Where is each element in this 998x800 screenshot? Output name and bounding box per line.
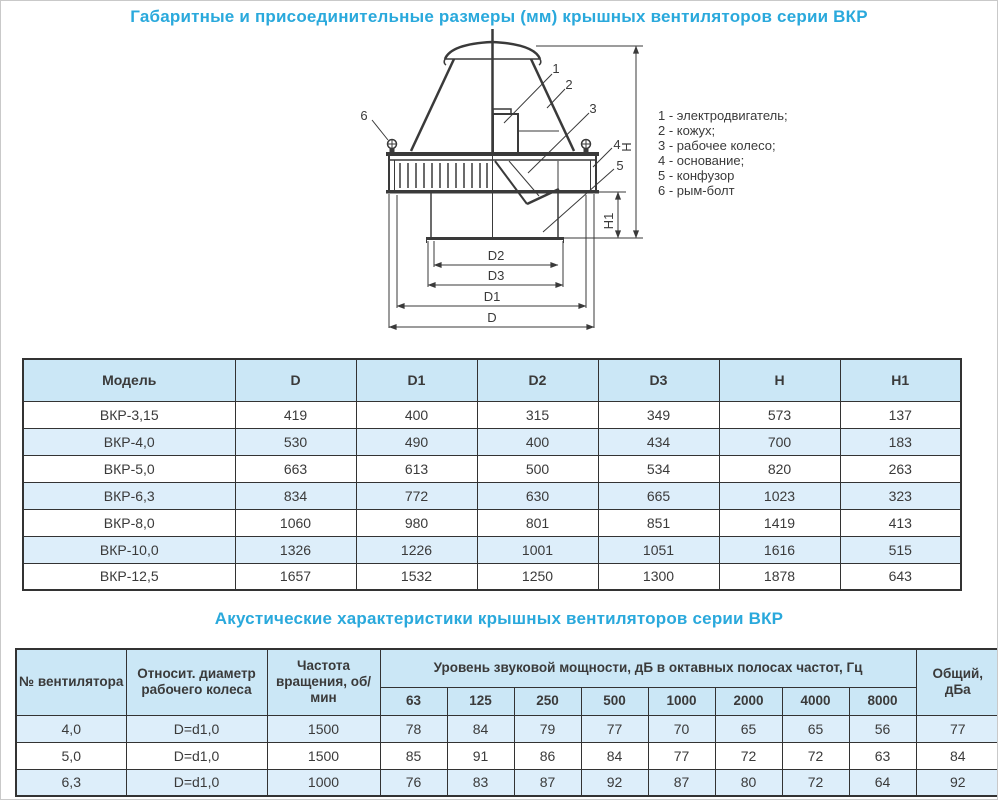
table-cell: 70 [648, 715, 715, 742]
table-cell: 6,3 [16, 769, 126, 796]
callout-4: 4 [613, 137, 621, 152]
table-header-row [16, 649, 998, 687]
table-cell: 349 [598, 401, 719, 428]
freq-header-500: 500 [581, 687, 648, 715]
table-cell: 613 [356, 455, 477, 482]
legend-item: 2 - кожух; [658, 123, 716, 138]
table-cell: 64 [849, 769, 916, 796]
table-cell: 1060 [235, 509, 356, 536]
freq-header-250: 250 [514, 687, 581, 715]
dim-label-d2: D2 [487, 248, 505, 263]
table-cell: 79 [514, 715, 581, 742]
table-cell: 530 [235, 428, 356, 455]
table-cell: 78 [380, 715, 447, 742]
table-cell: 500 [477, 455, 598, 482]
table-cell: 183 [840, 428, 961, 455]
table-row [23, 401, 961, 428]
table-cell: 1023 [719, 482, 840, 509]
table-cell: 72 [782, 742, 849, 769]
table-cell: 77 [648, 742, 715, 769]
col-header-rel-diameter: Относит. диаметр рабочего колеса [126, 649, 267, 715]
callout-6: 6 [360, 108, 368, 123]
col-header-fan-number: № вентилятора [16, 649, 126, 715]
parts-legend [658, 108, 788, 198]
eye-bolt-left [388, 140, 397, 153]
table-cell: 72 [715, 742, 782, 769]
acoustic-section-title: Акустические характеристики крышных вентиляторов серии ВКР [214, 609, 784, 628]
freq-header-8000: 8000 [849, 687, 916, 715]
grille [400, 163, 487, 188]
table-cell: 84 [581, 742, 648, 769]
table-header-row [23, 359, 961, 401]
table-cell: 77 [581, 715, 648, 742]
table-cell: 76 [380, 769, 447, 796]
table-cell: 1500 [267, 742, 380, 769]
legend-item: 4 - основание; [658, 153, 745, 168]
legend-item: 5 - конфузор [658, 168, 735, 183]
table-cell: 1001 [477, 536, 598, 563]
table-cell: 84 [916, 742, 998, 769]
col-header-h1: H1 [840, 359, 961, 401]
table-cell: 86 [514, 742, 581, 769]
table-cell: 419 [235, 401, 356, 428]
table-cell: 665 [598, 482, 719, 509]
dimension-lines [372, 46, 643, 328]
table-cell: 83 [447, 769, 514, 796]
table-cell: ВКР-5,0 [23, 455, 235, 482]
col-header-d: D [235, 359, 356, 401]
table-cell: 92 [581, 769, 648, 796]
table-cell: 263 [840, 455, 961, 482]
table-cell: 1326 [235, 536, 356, 563]
table-cell: 413 [840, 509, 961, 536]
table-cell: 63 [849, 742, 916, 769]
freq-header-4000: 4000 [782, 687, 849, 715]
table-cell: 801 [477, 509, 598, 536]
table-cell: 4,0 [16, 715, 126, 742]
table-cell: ВКР-8,0 [23, 509, 235, 536]
col-header-d3: D3 [598, 359, 719, 401]
table-cell: 630 [477, 482, 598, 509]
table-cell: ВКР-12,5 [23, 563, 235, 590]
freq-header-125: 125 [447, 687, 514, 715]
eye-bolt-right [582, 140, 591, 153]
col-header-total: Общий, дБа [916, 649, 998, 715]
col-header-d2: D2 [477, 359, 598, 401]
table-cell: 434 [598, 428, 719, 455]
dim-label-d3: D3 [487, 268, 505, 283]
table-cell: 77 [916, 715, 998, 742]
table-cell: 1419 [719, 509, 840, 536]
table-cell: 56 [849, 715, 916, 742]
table-cell: 1500 [267, 715, 380, 742]
legend-item: 6 - рым-болт [658, 183, 735, 198]
table-cell: 643 [840, 563, 961, 590]
table-row [16, 769, 998, 796]
table-cell: 92 [916, 769, 998, 796]
dim-label-d1: D1 [483, 289, 501, 304]
table-cell: 80 [715, 769, 782, 796]
table-cell: 400 [356, 401, 477, 428]
table-cell: 1616 [719, 536, 840, 563]
table-cell: 1657 [235, 563, 356, 590]
table-row [23, 428, 961, 455]
table-cell: 72 [782, 769, 849, 796]
dimension-labels [484, 142, 634, 325]
table-cell: 663 [235, 455, 356, 482]
col-header-h: H [719, 359, 840, 401]
table-cell: 85 [380, 742, 447, 769]
acoustic-table [15, 648, 998, 797]
fan-diagram-area [331, 19, 671, 355]
table-cell: 1000 [267, 769, 380, 796]
table-cell: 834 [235, 482, 356, 509]
callout-5: 5 [616, 158, 624, 173]
table-cell: 851 [598, 509, 719, 536]
table-cell: 137 [840, 401, 961, 428]
table-row [23, 482, 961, 509]
callout-2: 2 [565, 77, 573, 92]
table-cell: 1226 [356, 536, 477, 563]
table-cell: 323 [840, 482, 961, 509]
table-cell: 315 [477, 401, 598, 428]
table-cell: D=d1,0 [126, 769, 267, 796]
table-cell: 84 [447, 715, 514, 742]
table-cell: 400 [477, 428, 598, 455]
table-cell: 91 [447, 742, 514, 769]
table-cell: 1878 [719, 563, 840, 590]
table-cell: 1300 [598, 563, 719, 590]
table-cell: D=d1,0 [126, 742, 267, 769]
table-row [23, 536, 961, 563]
table-cell: 65 [715, 715, 782, 742]
freq-header-1000: 1000 [648, 687, 715, 715]
table-row [23, 563, 961, 590]
callout-1: 1 [552, 61, 560, 76]
table-cell: 820 [719, 455, 840, 482]
page-title: Габаритные и присоединительные размеры (мм) крышных вентиляторов серии ВКР [130, 7, 868, 26]
table-cell: 515 [840, 536, 961, 563]
dim-label-d: D [487, 310, 497, 325]
table-cell: ВКР-10,0 [23, 536, 235, 563]
table-cell: 87 [514, 769, 581, 796]
freq-header-2000: 2000 [715, 687, 782, 715]
table-row [16, 742, 998, 769]
fan-diagram [331, 19, 671, 355]
table-row [16, 715, 998, 742]
legend-item: 3 - рабочее колесо; [658, 138, 776, 153]
table-cell: 1250 [477, 563, 598, 590]
table-cell: 490 [356, 428, 477, 455]
table-cell: ВКР-3,15 [23, 401, 235, 428]
col-header-rotation: Частота вращения, об/мин [267, 649, 380, 715]
table-cell: 5,0 [16, 742, 126, 769]
col-header-model: Модель [23, 359, 235, 401]
table-cell: 772 [356, 482, 477, 509]
table-cell: 534 [598, 455, 719, 482]
table-cell: ВКР-6,3 [23, 482, 235, 509]
table-cell: 87 [648, 769, 715, 796]
table-cell: 1051 [598, 536, 719, 563]
table-cell: ВКР-4,0 [23, 428, 235, 455]
col-header-d1: D1 [356, 359, 477, 401]
freq-header-63: 63 [380, 687, 447, 715]
legend-item: 1 - электродвигатель; [658, 108, 788, 123]
table-cell: 980 [356, 509, 477, 536]
table-cell: 573 [719, 401, 840, 428]
dim-label-h: H [619, 142, 634, 152]
table-row [23, 455, 961, 482]
table-cell: 1532 [356, 563, 477, 590]
col-header-sound-power: Уровень звуковой мощности, дБ в октавных полосах частот, Гц [380, 649, 916, 687]
impeller [495, 161, 559, 204]
table-cell: 700 [719, 428, 840, 455]
dimensions-table [22, 358, 962, 591]
table-cell: 65 [782, 715, 849, 742]
callout-3: 3 [589, 101, 597, 116]
table-cell: D=d1,0 [126, 715, 267, 742]
dim-label-h1: H1 [601, 212, 616, 230]
table-row [23, 509, 961, 536]
